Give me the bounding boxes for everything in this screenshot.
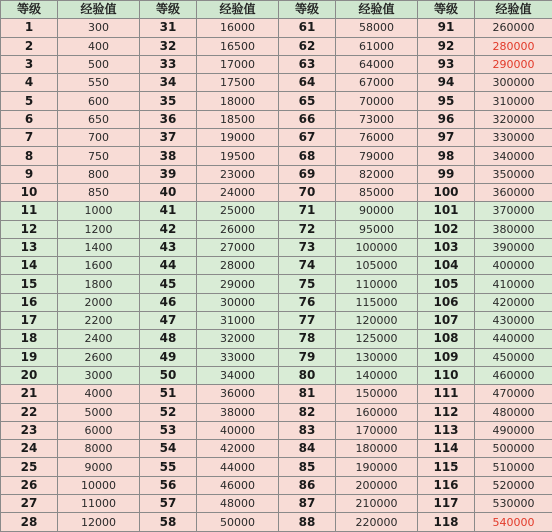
level-cell: 18 <box>1 330 58 348</box>
experience-cell: 40000 <box>197 421 279 439</box>
level-cell: 72 <box>279 220 336 238</box>
level-cell: 26 <box>1 476 58 494</box>
level-cell: 74 <box>279 257 336 275</box>
experience-cell: 28000 <box>197 257 279 275</box>
level-cell: 10 <box>1 183 58 201</box>
level-cell: 106 <box>418 293 475 311</box>
level-cell: 4 <box>1 74 58 92</box>
level-cell: 75 <box>279 275 336 293</box>
experience-cell: 150000 <box>336 385 418 403</box>
experience-cell: 17000 <box>197 55 279 73</box>
experience-cell: 800 <box>58 165 140 183</box>
level-cell: 2 <box>1 37 58 55</box>
header-experience: 经验值 <box>197 1 279 19</box>
level-cell: 49 <box>140 348 197 366</box>
table-row <box>1 293 552 311</box>
level-cell: 116 <box>418 476 475 494</box>
level-cell: 17 <box>1 312 58 330</box>
experience-cell: 470000 <box>475 385 552 403</box>
level-cell: 32 <box>140 37 197 55</box>
table-row <box>1 183 552 201</box>
experience-cell: 70000 <box>336 92 418 110</box>
experience-cell: 390000 <box>475 238 552 256</box>
table-row <box>1 202 552 220</box>
experience-cell: 2200 <box>58 312 140 330</box>
experience-cell: 650 <box>58 110 140 128</box>
level-cell: 38 <box>140 147 197 165</box>
header-experience: 经验值 <box>58 1 140 19</box>
table-row <box>1 403 552 421</box>
experience-cell: 110000 <box>336 275 418 293</box>
experience-cell: 5000 <box>58 403 140 421</box>
table-row <box>1 476 552 494</box>
experience-cell: 410000 <box>475 275 552 293</box>
experience-cell: 25000 <box>197 202 279 220</box>
level-cell: 33 <box>140 55 197 73</box>
experience-cell: 8000 <box>58 440 140 458</box>
experience-cell: 38000 <box>197 403 279 421</box>
level-cell: 99 <box>418 165 475 183</box>
table-row <box>1 110 552 128</box>
level-cell: 51 <box>140 385 197 403</box>
experience-cell: 17500 <box>197 74 279 92</box>
level-cell: 67 <box>279 129 336 147</box>
experience-cell: 180000 <box>336 440 418 458</box>
experience-cell: 36000 <box>197 385 279 403</box>
level-cell: 115 <box>418 458 475 476</box>
level-cell: 11 <box>1 202 58 220</box>
level-cell: 22 <box>1 403 58 421</box>
level-cell: 77 <box>279 312 336 330</box>
level-cell: 70 <box>279 183 336 201</box>
level-cell: 110 <box>418 366 475 384</box>
table-row <box>1 330 552 348</box>
experience-cell: 23000 <box>197 165 279 183</box>
level-cell: 79 <box>279 348 336 366</box>
experience-cell: 310000 <box>475 92 552 110</box>
level-cell: 58 <box>140 513 197 532</box>
level-cell: 23 <box>1 421 58 439</box>
level-cell: 71 <box>279 202 336 220</box>
experience-cell: 340000 <box>475 147 552 165</box>
experience-cell: 330000 <box>475 129 552 147</box>
experience-cell: 76000 <box>336 129 418 147</box>
level-cell: 15 <box>1 275 58 293</box>
level-cell: 34 <box>140 74 197 92</box>
experience-cell: 140000 <box>336 366 418 384</box>
level-cell: 65 <box>279 92 336 110</box>
level-cell: 103 <box>418 238 475 256</box>
level-cell: 19 <box>1 348 58 366</box>
level-cell: 35 <box>140 92 197 110</box>
level-cell: 100 <box>418 183 475 201</box>
level-cell: 68 <box>279 147 336 165</box>
experience-cell: 18000 <box>197 92 279 110</box>
level-cell: 82 <box>279 403 336 421</box>
level-cell: 25 <box>1 458 58 476</box>
level-cell: 87 <box>279 495 336 513</box>
table-row <box>1 165 552 183</box>
experience-cell: 19000 <box>197 129 279 147</box>
level-cell: 114 <box>418 440 475 458</box>
experience-cell: 73000 <box>336 110 418 128</box>
experience-cell: 600 <box>58 92 140 110</box>
experience-cell: 4000 <box>58 385 140 403</box>
level-cell: 61 <box>279 19 336 37</box>
experience-cell: 31000 <box>197 312 279 330</box>
level-cell: 85 <box>279 458 336 476</box>
experience-cell: 160000 <box>336 403 418 421</box>
experience-cell: 300 <box>58 19 140 37</box>
experience-cell: 19500 <box>197 147 279 165</box>
experience-cell: 11000 <box>58 495 140 513</box>
level-cell: 94 <box>418 74 475 92</box>
table-row <box>1 55 552 73</box>
level-cell: 20 <box>1 366 58 384</box>
level-cell: 40 <box>140 183 197 201</box>
level-cell: 117 <box>418 495 475 513</box>
experience-cell: 16500 <box>197 37 279 55</box>
header-level: 等级 <box>279 1 336 19</box>
experience-cell: 24000 <box>197 183 279 201</box>
level-cell: 14 <box>1 257 58 275</box>
level-cell: 27 <box>1 495 58 513</box>
experience-cell: 26000 <box>197 220 279 238</box>
experience-cell: 2000 <box>58 293 140 311</box>
experience-cell: 190000 <box>336 458 418 476</box>
experience-cell: 82000 <box>336 165 418 183</box>
table-row <box>1 147 552 165</box>
level-cell: 91 <box>418 19 475 37</box>
level-cell: 118 <box>418 513 475 532</box>
table-row <box>1 74 552 92</box>
experience-cell: 32000 <box>197 330 279 348</box>
table-row <box>1 458 552 476</box>
level-cell: 88 <box>279 513 336 532</box>
experience-cell: 105000 <box>336 257 418 275</box>
experience-cell: 370000 <box>475 202 552 220</box>
level-cell: 69 <box>279 165 336 183</box>
experience-cell: 1800 <box>58 275 140 293</box>
experience-cell: 750 <box>58 147 140 165</box>
experience-cell: 360000 <box>475 183 552 201</box>
level-cell: 7 <box>1 129 58 147</box>
experience-cell: 500000 <box>475 440 552 458</box>
experience-cell: 30000 <box>197 293 279 311</box>
experience-cell: 12000 <box>58 513 140 532</box>
level-cell: 102 <box>418 220 475 238</box>
header-row <box>1 1 552 19</box>
experience-cell: 450000 <box>475 348 552 366</box>
level-cell: 50 <box>140 366 197 384</box>
experience-cell: 90000 <box>336 202 418 220</box>
level-cell: 28 <box>1 513 58 532</box>
level-cell: 8 <box>1 147 58 165</box>
experience-cell: 320000 <box>475 110 552 128</box>
table-row <box>1 257 552 275</box>
level-cell: 108 <box>418 330 475 348</box>
experience-cell: 6000 <box>58 421 140 439</box>
table-row <box>1 19 552 37</box>
table-row <box>1 385 552 403</box>
experience-cell: 48000 <box>197 495 279 513</box>
experience-cell: 480000 <box>475 403 552 421</box>
experience-cell: 280000 <box>475 37 552 55</box>
experience-cell: 520000 <box>475 476 552 494</box>
table-row <box>1 220 552 238</box>
experience-cell: 380000 <box>475 220 552 238</box>
level-cell: 83 <box>279 421 336 439</box>
experience-cell: 95000 <box>336 220 418 238</box>
experience-cell: 400 <box>58 37 140 55</box>
experience-cell: 210000 <box>336 495 418 513</box>
level-cell: 76 <box>279 293 336 311</box>
experience-cell: 1000 <box>58 202 140 220</box>
experience-cell: 1600 <box>58 257 140 275</box>
level-cell: 54 <box>140 440 197 458</box>
table-row <box>1 440 552 458</box>
header-experience: 经验值 <box>336 1 418 19</box>
experience-cell: 9000 <box>58 458 140 476</box>
experience-cell: 3000 <box>58 366 140 384</box>
level-cell: 47 <box>140 312 197 330</box>
experience-cell: 18500 <box>197 110 279 128</box>
level-cell: 36 <box>140 110 197 128</box>
level-cell: 62 <box>279 37 336 55</box>
level-cell: 111 <box>418 385 475 403</box>
experience-cell: 300000 <box>475 74 552 92</box>
experience-cell: 550 <box>58 74 140 92</box>
table-row <box>1 37 552 55</box>
level-cell: 41 <box>140 202 197 220</box>
level-cell: 3 <box>1 55 58 73</box>
experience-cell: 115000 <box>336 293 418 311</box>
experience-cell: 34000 <box>197 366 279 384</box>
table-row <box>1 421 552 439</box>
level-cell: 6 <box>1 110 58 128</box>
level-cell: 24 <box>1 440 58 458</box>
experience-cell: 220000 <box>336 513 418 532</box>
experience-cell: 290000 <box>475 55 552 73</box>
level-cell: 46 <box>140 293 197 311</box>
level-cell: 93 <box>418 55 475 73</box>
level-cell: 63 <box>279 55 336 73</box>
experience-cell: 700 <box>58 129 140 147</box>
experience-cell: 85000 <box>336 183 418 201</box>
level-cell: 57 <box>140 495 197 513</box>
level-cell: 1 <box>1 19 58 37</box>
level-cell: 52 <box>140 403 197 421</box>
experience-cell: 350000 <box>475 165 552 183</box>
experience-cell: 1200 <box>58 220 140 238</box>
experience-cell: 850 <box>58 183 140 201</box>
experience-cell: 1400 <box>58 238 140 256</box>
level-cell: 44 <box>140 257 197 275</box>
level-cell: 96 <box>418 110 475 128</box>
experience-cell: 400000 <box>475 257 552 275</box>
level-cell: 95 <box>418 92 475 110</box>
experience-cell: 33000 <box>197 348 279 366</box>
level-cell: 42 <box>140 220 197 238</box>
table-row <box>1 129 552 147</box>
header-level: 等级 <box>140 1 197 19</box>
header-level: 等级 <box>418 1 475 19</box>
table-row <box>1 238 552 256</box>
level-cell: 21 <box>1 385 58 403</box>
experience-cell: 440000 <box>475 330 552 348</box>
level-cell: 55 <box>140 458 197 476</box>
experience-cell: 50000 <box>197 513 279 532</box>
experience-cell: 2400 <box>58 330 140 348</box>
table-row <box>1 312 552 330</box>
level-cell: 37 <box>140 129 197 147</box>
experience-cell: 100000 <box>336 238 418 256</box>
level-cell: 13 <box>1 238 58 256</box>
experience-cell: 510000 <box>475 458 552 476</box>
level-cell: 12 <box>1 220 58 238</box>
experience-cell: 67000 <box>336 74 418 92</box>
table-row <box>1 275 552 293</box>
experience-cell: 79000 <box>336 147 418 165</box>
experience-cell: 530000 <box>475 495 552 513</box>
level-cell: 112 <box>418 403 475 421</box>
level-cell: 9 <box>1 165 58 183</box>
experience-cell: 170000 <box>336 421 418 439</box>
experience-cell: 44000 <box>197 458 279 476</box>
level-cell: 98 <box>418 147 475 165</box>
experience-cell: 490000 <box>475 421 552 439</box>
level-cell: 64 <box>279 74 336 92</box>
experience-cell: 200000 <box>336 476 418 494</box>
experience-cell: 58000 <box>336 19 418 37</box>
experience-cell: 64000 <box>336 55 418 73</box>
table-row <box>1 348 552 366</box>
experience-cell: 125000 <box>336 330 418 348</box>
level-cell: 5 <box>1 92 58 110</box>
experience-cell: 61000 <box>336 37 418 55</box>
level-cell: 104 <box>418 257 475 275</box>
experience-cell: 420000 <box>475 293 552 311</box>
experience-cell: 29000 <box>197 275 279 293</box>
experience-cell: 540000 <box>475 513 552 532</box>
level-cell: 80 <box>279 366 336 384</box>
level-cell: 81 <box>279 385 336 403</box>
level-cell: 113 <box>418 421 475 439</box>
level-cell: 39 <box>140 165 197 183</box>
level-cell: 66 <box>279 110 336 128</box>
level-cell: 48 <box>140 330 197 348</box>
experience-cell: 500 <box>58 55 140 73</box>
level-cell: 86 <box>279 476 336 494</box>
header-experience: 经验值 <box>475 1 552 19</box>
table-body <box>1 1 552 532</box>
experience-cell: 16000 <box>197 19 279 37</box>
experience-cell: 260000 <box>475 19 552 37</box>
level-cell: 107 <box>418 312 475 330</box>
level-cell: 16 <box>1 293 58 311</box>
level-cell: 73 <box>279 238 336 256</box>
level-cell: 78 <box>279 330 336 348</box>
level-cell: 97 <box>418 129 475 147</box>
table-row <box>1 513 552 532</box>
level-cell: 56 <box>140 476 197 494</box>
level-cell: 43 <box>140 238 197 256</box>
table-row <box>1 92 552 110</box>
header-level: 等级 <box>1 1 58 19</box>
experience-cell: 27000 <box>197 238 279 256</box>
level-cell: 109 <box>418 348 475 366</box>
level-cell: 84 <box>279 440 336 458</box>
experience-cell: 120000 <box>336 312 418 330</box>
level-cell: 31 <box>140 19 197 37</box>
experience-cell: 430000 <box>475 312 552 330</box>
experience-cell: 130000 <box>336 348 418 366</box>
experience-cell: 460000 <box>475 366 552 384</box>
level-cell: 105 <box>418 275 475 293</box>
table-row <box>1 366 552 384</box>
experience-cell: 46000 <box>197 476 279 494</box>
level-cell: 101 <box>418 202 475 220</box>
experience-cell: 10000 <box>58 476 140 494</box>
level-cell: 92 <box>418 37 475 55</box>
experience-cell: 42000 <box>197 440 279 458</box>
level-cell: 53 <box>140 421 197 439</box>
table-row <box>1 495 552 513</box>
experience-cell: 2600 <box>58 348 140 366</box>
level-cell: 45 <box>140 275 197 293</box>
